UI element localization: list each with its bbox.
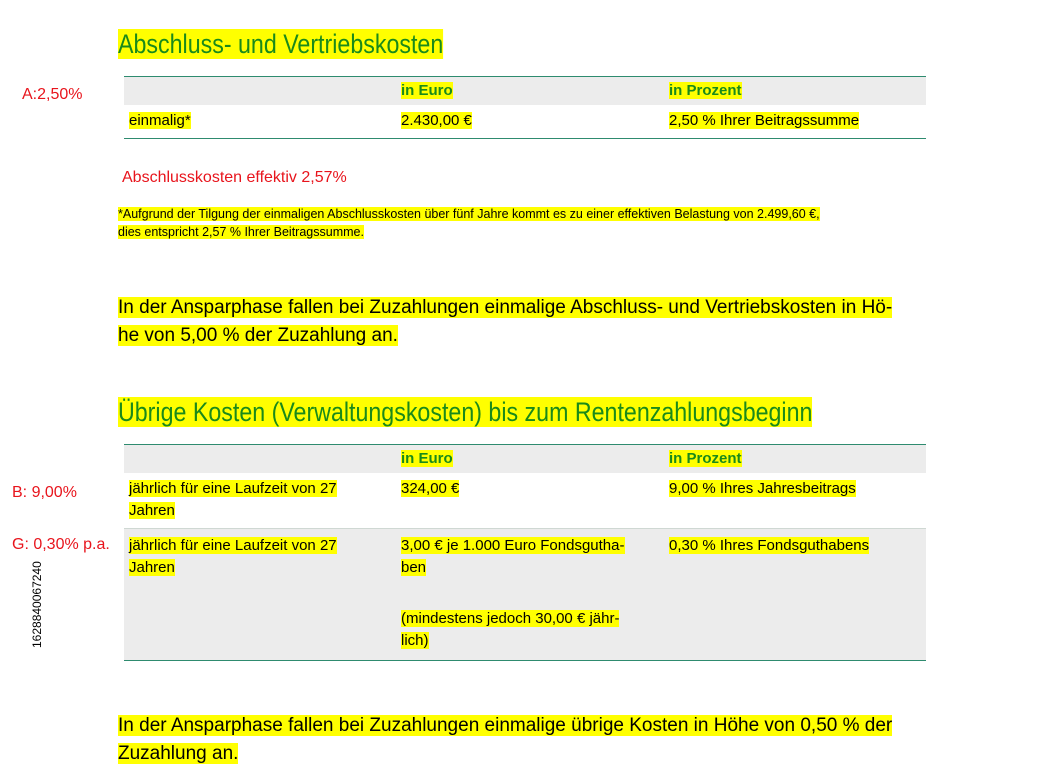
- paragraph-zuzahlung-uebrige: In der Ansparphase fallen bei Zuzahlungen einmalige übrige Kosten in Höhe von 0,50 % der Zuzahlung an.: [118, 715, 893, 764]
- cell-euro: 324,00 €: [401, 480, 460, 497]
- cell-prozent: 0,30 % Ihres Fondsguthabens: [669, 537, 870, 554]
- cell-einmalig: einmalig*: [129, 112, 191, 129]
- effective-costs-note: Abschlusskosten effektiv 2,57%: [122, 169, 347, 186]
- side-label-b: B: 9,00%: [12, 484, 77, 501]
- table-row: jährlich für eine Laufzeit von 27 Jahren 3,00 € je 1.000 Euro Fondsgutha- ben (mindestens jedoch 30,00 € jähr- lich) 0,30 % Ihres Fondsguthabens: [124, 529, 926, 661]
- vertical-document-id: 1628840067240: [30, 561, 44, 648]
- footnote: *Aufgrund der Tilgung der einmaligen Abschlusskosten über fünf Jahre kommt es zu einer effektiven Belastung von 2.499,60 €, dies entspricht 2,57 % Ihrer Beitragssumme.: [118, 207, 820, 239]
- table-header-row: [124, 77, 926, 106]
- paragraph-zuzahlung-abschluss: In der Ansparphase fallen bei Zuzahlungen einmalige Abschluss- und Vertriebskosten in Hö- he von 5,00 % der Zuzahlung an.: [118, 297, 893, 346]
- header-in-prozent: in Prozent: [669, 450, 742, 467]
- cell-prozent: 9,00 % Ihres Jahresbeitrags: [669, 480, 856, 497]
- table-row: [124, 105, 926, 139]
- abschlusskosten-table: [124, 76, 926, 139]
- side-label-a: A:2,50%: [22, 86, 83, 103]
- table-row: jährlich für eine Laufzeit von 27 Jahren 324,00 € 9,00 % Ihres Jahresbeitrags: [124, 473, 926, 529]
- cell-euro: 2.430,00 €: [401, 112, 472, 129]
- header-in-euro: in Euro: [401, 82, 453, 99]
- cell-prozent: 2,50 % Ihrer Beitragssumme: [669, 112, 860, 129]
- side-label-g: G: 0,30% p.a.: [12, 536, 110, 553]
- verwaltungskosten-table: [124, 444, 926, 661]
- section-title-uebrige-kosten: Übrige Kosten (Verwaltungskosten) bis zum Rentenzahlungsbeginn: [118, 397, 813, 427]
- table-header-row: [124, 445, 926, 474]
- header-in-prozent: in Prozent: [669, 82, 742, 99]
- section-title-abschlusskosten: Abschluss- und Vertriebskosten: [118, 29, 444, 59]
- header-in-euro: in Euro: [401, 450, 453, 467]
